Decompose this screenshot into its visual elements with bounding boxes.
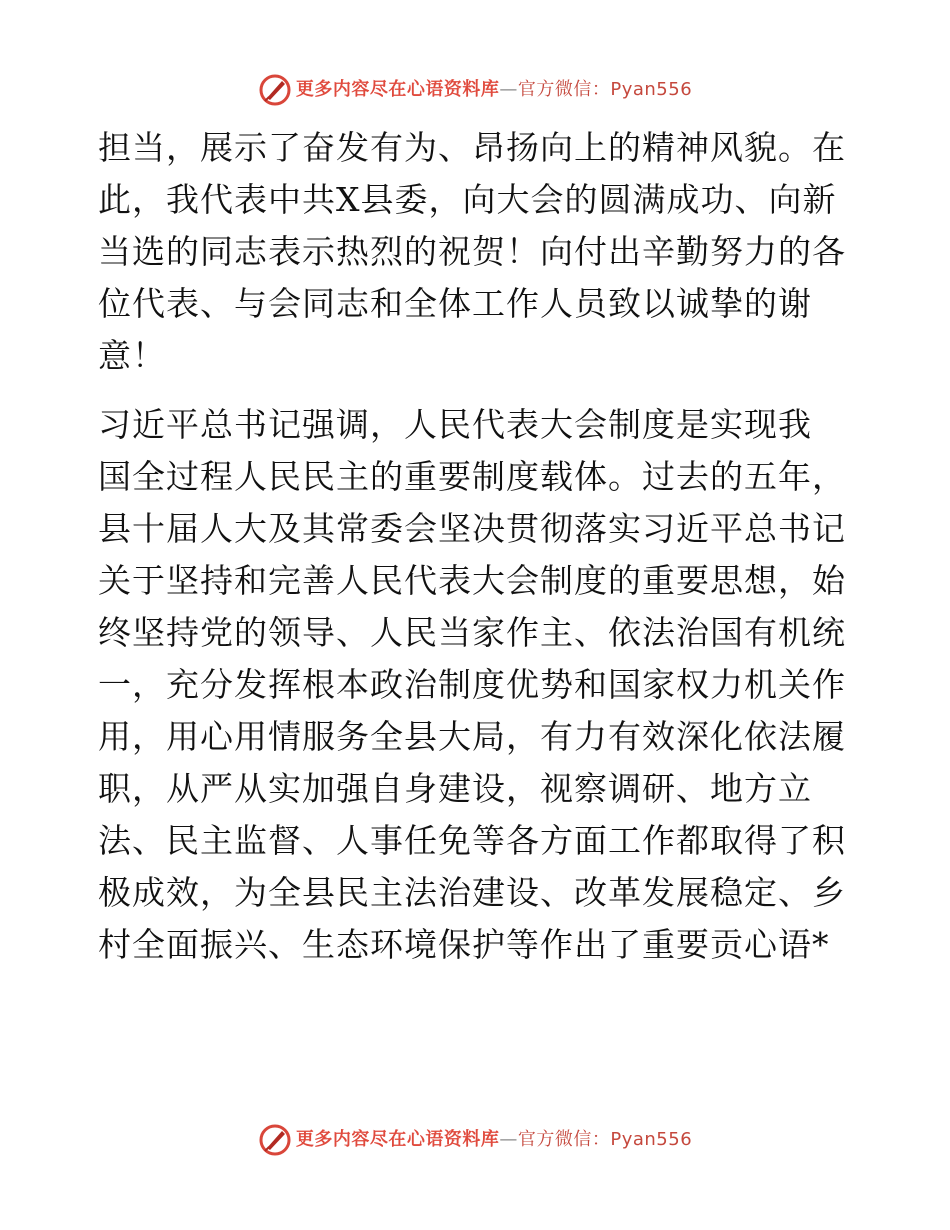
footer-banner (0, 1120, 950, 1160)
text-line: 职，从严从实加强自身建设，视察调研、地方立 (98, 769, 812, 808)
text-line: 习近平总书记强调，人民代表大会制度是实现我 (98, 405, 812, 444)
text-line: 村全面振兴、生态环境保护等作出了重要贡心语* (98, 925, 830, 964)
text-line: 用，用心用情服务全县大局，有力有效深化依法履 (98, 717, 846, 756)
header-separator: — (499, 79, 518, 100)
text-line: 一，充分发挥根本政治制度优势和国家权力机关作 (98, 665, 846, 704)
text-line: 担当，展示了奋发有为、昂扬向上的精神风貌。在 (98, 128, 846, 167)
footer-separator: — (499, 1129, 518, 1150)
text-line: 位代表、与会同志和全体工作人员致以诚挚的谢 (98, 284, 812, 323)
paragraph-2 (98, 399, 858, 971)
paragraph-1 (98, 122, 858, 382)
header-banner (0, 70, 950, 110)
footer-wechat-text: 官方微信：Pyan556 (517, 1129, 693, 1150)
header-wechat-text: 官方微信：Pyan556 (517, 79, 693, 100)
text-line: 县十届人大及其常委会坚决贯彻落实习近平总书记 (98, 509, 846, 548)
text-line: 法、民主监督、人事任免等各方面工作都取得了积 (98, 821, 846, 860)
text-line: 国全过程人民民主的重要制度载体。过去的五年， (98, 457, 846, 496)
header-brand-text: 更多内容尽在心语资料库 (295, 79, 500, 100)
text-line: 当选的同志表示热烈的祝贺！向付出辛勤努力的各 (98, 232, 846, 271)
text-line: 关于坚持和完善人民代表大会制度的重要思想，始 (98, 561, 846, 600)
header-banner-text (296, 70, 692, 110)
quill-logo-icon (258, 73, 292, 107)
text-line: 此，我代表中共X县委，向大会的圆满成功、向新 (98, 180, 837, 219)
text-line: 终坚持党的领导、人民当家作主、依法治国有机统 (98, 613, 846, 652)
text-line: 极成效，为全县民主法治建设、改革发展稳定、乡 (98, 873, 846, 912)
document-body (98, 122, 858, 971)
footer-banner-text (296, 1120, 692, 1160)
footer-brand-text: 更多内容尽在心语资料库 (295, 1129, 500, 1150)
quill-logo-icon (258, 1123, 292, 1157)
text-line: 意！ (98, 336, 166, 375)
